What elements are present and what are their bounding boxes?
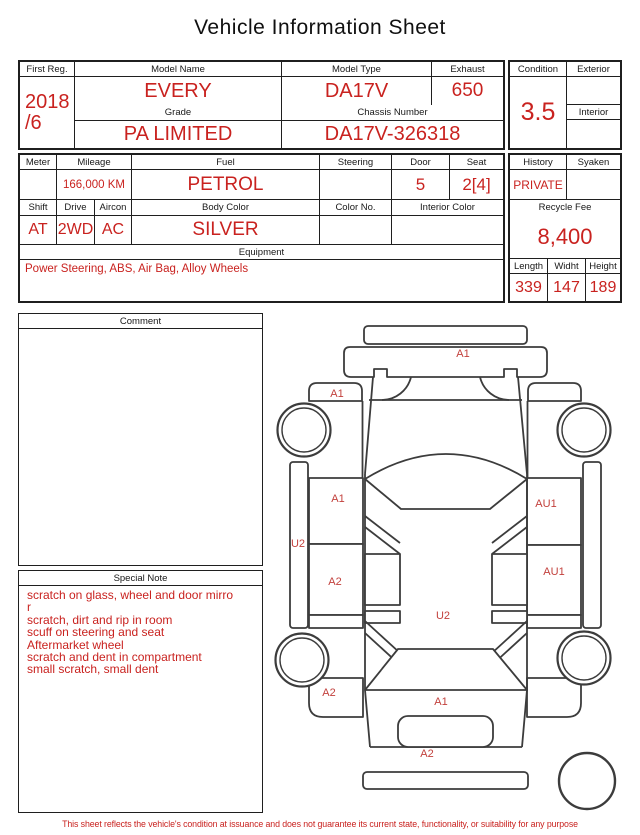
right-rear-door-shape bbox=[527, 545, 581, 615]
rear-left-rim bbox=[280, 638, 324, 682]
exterior-label: Exterior bbox=[567, 62, 620, 77]
length-value: 339 bbox=[510, 274, 548, 301]
right-window-band-2 bbox=[492, 611, 527, 623]
meter-label: Meter bbox=[20, 155, 57, 170]
history-fee-table bbox=[508, 153, 622, 303]
exhaust-label: Exhaust bbox=[432, 62, 503, 77]
spec-table bbox=[18, 153, 505, 303]
steering-value bbox=[320, 170, 392, 200]
recycle-fee-value: 8,400 bbox=[510, 215, 620, 259]
steering-label: Steering bbox=[320, 155, 392, 170]
model-name-value: EVERY bbox=[75, 77, 282, 105]
left-panel-strip bbox=[309, 615, 363, 628]
diagram-label-front-panel: A1 bbox=[456, 348, 470, 360]
spare-tire-icon bbox=[559, 753, 615, 809]
comment-text bbox=[19, 329, 262, 565]
aircon-value: AC bbox=[95, 216, 132, 245]
comment-label: Comment bbox=[19, 314, 262, 329]
model-type-label: Model Type bbox=[282, 62, 432, 77]
special-note-label: Special Note bbox=[19, 571, 262, 586]
car-damage-diagram bbox=[265, 310, 630, 815]
condition-table bbox=[508, 60, 622, 150]
fuel-value: PETROL bbox=[132, 170, 320, 200]
syaken-label: Syaken bbox=[567, 155, 620, 170]
first-reg-cell bbox=[20, 62, 75, 148]
condition-value: 3.5 bbox=[520, 98, 556, 126]
special-note-text bbox=[19, 586, 262, 812]
right-sill-shape bbox=[583, 462, 601, 628]
left-front-door-shape bbox=[309, 478, 363, 544]
rear-plate-recess bbox=[398, 716, 493, 747]
diagram-label-left-rear-door: A2 bbox=[328, 576, 342, 588]
front-bumper-strip bbox=[364, 326, 527, 344]
drive-label: Drive bbox=[57, 200, 95, 216]
drive-value: 2WD bbox=[57, 216, 95, 245]
door-value: 5 bbox=[392, 170, 450, 200]
front-right-rim bbox=[562, 408, 606, 452]
interior-color-label: Interior Color bbox=[392, 200, 503, 216]
special-note-line: scratch on glass, wheel and door mirro bbox=[27, 588, 234, 602]
aircon-label: Aircon bbox=[95, 200, 132, 216]
interior-label: Interior bbox=[567, 104, 620, 120]
equipment-value: Power Steering, ABS, Air Bag, Alloy Wheels bbox=[25, 263, 249, 275]
left-rear-quarter-shape bbox=[309, 678, 363, 717]
special-note-line: scratch, dirt and rip in room bbox=[27, 612, 173, 627]
seat-label: Seat bbox=[450, 155, 503, 170]
left-window-band bbox=[365, 554, 400, 605]
rear-bumper-strip bbox=[363, 772, 528, 789]
page-title: Vehicle Information Sheet bbox=[194, 16, 446, 39]
mileage-label: Mileage bbox=[57, 155, 132, 170]
special-note-line: r bbox=[27, 600, 31, 615]
equipment-label: Equipment bbox=[20, 245, 503, 260]
diagram-label-floor: U2 bbox=[435, 610, 451, 622]
right-window-band bbox=[492, 554, 527, 605]
special-note-line: scratch and dent in compartment bbox=[27, 650, 202, 665]
top-view-body bbox=[344, 326, 547, 789]
color-no-value bbox=[320, 216, 392, 245]
diagram-label-rear-gate: A1 bbox=[434, 696, 448, 708]
model-name-label: Model Name bbox=[75, 62, 282, 77]
diagram-label-right-front-door: AU1 bbox=[535, 498, 557, 510]
front-left-rim bbox=[282, 408, 326, 452]
interior-value bbox=[567, 120, 620, 148]
length-label: Length bbox=[510, 259, 548, 274]
shift-label: Shift bbox=[20, 200, 57, 216]
height-value: 189 bbox=[589, 278, 617, 296]
disclaimer-text: This sheet reflects the vehicle's condition at issuance and does not guarantee its current state, functionality, or suitability for any purpose bbox=[62, 819, 578, 829]
diagram-label-left-rear-quarter: A2 bbox=[322, 687, 336, 699]
color-no-label: Color No. bbox=[320, 200, 392, 216]
roof-shape bbox=[365, 454, 527, 509]
syaken-value bbox=[567, 170, 620, 200]
meter-value bbox=[20, 170, 57, 200]
comment-box bbox=[18, 313, 263, 566]
identity-table bbox=[18, 60, 505, 150]
left-window-band-2 bbox=[365, 611, 400, 623]
door-label: Door bbox=[392, 155, 450, 170]
front-panel-shape bbox=[344, 347, 547, 377]
diagram-label-right-rear-door: AU1 bbox=[543, 566, 565, 578]
grade-value: PA LIMITED bbox=[75, 121, 282, 148]
body-color-label: Body Color bbox=[132, 200, 320, 216]
first-reg-value: 2018 /6 bbox=[25, 90, 70, 134]
exhaust-value: 650 bbox=[451, 80, 484, 101]
body-color-value: SILVER bbox=[132, 216, 320, 245]
right-panel-strip bbox=[527, 615, 581, 628]
model-type-value: DA17V bbox=[282, 77, 432, 105]
first-reg-label: First Reg. bbox=[20, 62, 74, 77]
chassis-number-label: Chassis Number bbox=[282, 105, 503, 121]
exterior-value bbox=[567, 77, 620, 104]
right-front-fender-shape bbox=[528, 383, 581, 401]
right-front-door-shape bbox=[527, 478, 581, 545]
special-note-line: small scratch, small dent bbox=[27, 662, 159, 677]
special-note-box bbox=[18, 570, 263, 813]
history-label: History bbox=[510, 155, 567, 170]
recycle-fee-label: Recycle Fee bbox=[538, 202, 592, 213]
right-rear-quarter-shape bbox=[527, 678, 581, 717]
diagram-label-left-front-door: A1 bbox=[331, 493, 345, 505]
grade-label: Grade bbox=[75, 105, 282, 121]
diagram-label-left-front-fender: A1 bbox=[330, 388, 344, 400]
condition-label: Condition bbox=[510, 62, 566, 77]
diagram-label-left-sill: U2 bbox=[290, 538, 306, 550]
b-pillar-lines bbox=[365, 516, 527, 554]
history-value: PRIVATE bbox=[510, 170, 567, 200]
shift-value: AT bbox=[20, 216, 57, 245]
special-note-line: Aftermarket wheel bbox=[27, 637, 124, 652]
seat-value: 2[4] bbox=[450, 170, 503, 200]
mileage-value: 166,000 KM bbox=[57, 170, 132, 200]
interior-color-value bbox=[392, 216, 503, 245]
width-label: Widht bbox=[548, 259, 586, 274]
wiper-arcs bbox=[382, 377, 509, 400]
special-note-line: scuff on steering and seat bbox=[27, 625, 165, 640]
diagram-label-rear-panel: A2 bbox=[420, 748, 434, 760]
width-value: 147 bbox=[548, 274, 586, 301]
height-label: Height bbox=[586, 259, 620, 274]
rear-right-rim bbox=[562, 636, 606, 680]
fuel-label: Fuel bbox=[132, 155, 320, 170]
chassis-number-value: DA17V-326318 bbox=[324, 123, 461, 145]
